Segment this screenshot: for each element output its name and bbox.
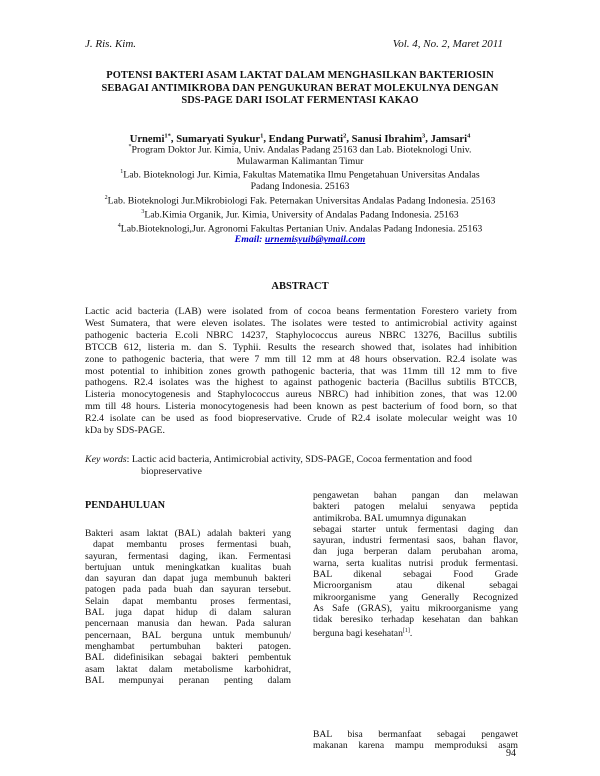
body-line: bakteri patogen melalui senyawa peptida	[313, 501, 518, 513]
title-line: SDS-PAGE DARI ISOLAT FERMENTASI KAKAO	[181, 95, 419, 106]
abstract-line: Listeria monocytogenesis and Staphylococcus aureus NBRC) had inhibition zones, that was 12.00	[85, 389, 517, 401]
abstract-heading: ABSTRACT	[271, 281, 329, 292]
abstract-line: most potential to inhibition zones growth pathogenic bacteria, that was 11mm till 12 mm to five	[85, 365, 517, 377]
abstract-line: pathogenic bacteria E.coli NBRC 14237, Staphylococcus aureus NBRC 13276, Bacillus subtilis	[85, 329, 517, 341]
body-line: pengawetan bahan pangan dan melawan	[313, 490, 518, 501]
author: Urnemi$^{1*}$	[129, 132, 171, 145]
body-line: Microorganism atau dikenal sebagai	[313, 580, 518, 592]
abstract-line: kDa by SDS-PAGE.	[85, 425, 166, 437]
journal-name: J. Ris. Kim.	[85, 38, 137, 50]
abstract-body	[85, 306, 517, 437]
author: Sanusi Ibrahim$^3$	[351, 132, 426, 145]
keywords-text-cont: biopreservative	[141, 466, 202, 477]
section-heading: PENDAHULUAN	[85, 500, 166, 511]
body-line: sayuran, industri fermentasi saos, bahan flavor,	[313, 535, 518, 547]
email-line	[80, 234, 520, 246]
affiliation: *Program Doktor Jur. Kimia, Univ. Andalas Padang 25163 dan Lab. Bioteknologi Univ.	[128, 144, 472, 156]
abstract-line: Lactic acid bacteria (LAB) were isolated from of cocoa beans fermentation Forestero variety from	[85, 306, 517, 317]
body-line: BAL juga dapat hidup di dalam saluran	[85, 607, 291, 619]
body-line: pencernaan, BAL berguna untuk membunuh/	[85, 629, 291, 641]
journal-issue: Vol. 4, No. 2, Maret 2011	[392, 38, 503, 50]
keywords	[85, 454, 517, 478]
body-line: tidak beresiko terhadap kesehatan dan bahkan	[313, 614, 518, 626]
body-line: bertujuan untuk meningkatkan kualitas buah	[85, 561, 291, 573]
keywords-text: : Lactic acid bacteria, Antimicrobial activity, SDS-PAGE, Cocoa fermentation and food	[126, 454, 472, 465]
right-column	[313, 490, 518, 639]
affiliation: $^2$Lab. Bioteknologi Jur.Mikrobiologi Fak. Peternakan Universitas Andalas Padang Indonesia. 25163	[104, 194, 496, 207]
affiliation: $^3$Lab.Kimia Organik, Jur. Kimia, University of Andalas Padang Indonesia. 25163	[141, 208, 459, 221]
title-line: SEBAGAI ANTIMIKROBA DAN PENGUKURAN BERAT MOLEKULNYA DENGAN	[101, 82, 499, 94]
body-line: BAL didefinisikan sebagai bakteri pembentuk	[85, 652, 291, 664]
email-link[interactable]: urnemisyuib@ymail.com	[264, 234, 366, 246]
body-line: BAL dikenal sebagai Food Grade	[313, 569, 518, 581]
body-line: BAL mempunyai peranan penting dalam	[85, 674, 291, 686]
left-column	[85, 528, 291, 686]
body-line: As Safe (GRAS), yaitu mikroorganisme yang	[313, 602, 518, 614]
page-number: 94	[506, 748, 516, 759]
right-column-paragraph-2	[313, 729, 518, 752]
body-line: pencernaan manusia dan hewan. Pada saluran	[85, 618, 291, 630]
body-line: Bakteri asam laktat (BAL) adalah bakteri yang	[85, 528, 291, 539]
body-line: menghambat pertumbuhan bakteri patogen.	[85, 640, 291, 652]
body-line: mikroorganisme yang Generally Recognized	[313, 591, 518, 603]
body-line: makanan karena mampu memproduksi asam	[313, 740, 518, 752]
abstract-line: BTCCB 612, listeria m. dan S. Typhii. Results the research showed that, isolates had inhibition	[85, 341, 517, 353]
email-label: Email:	[234, 234, 263, 246]
affiliation-cont: Padang Indonesia. 25163	[250, 181, 350, 193]
paper-title	[80, 70, 520, 108]
title-line: POTENSI BAKTERI ASAM LAKTAT DALAM MENGHASILKAN BAKTERIOSIN	[106, 70, 494, 81]
body-line: dapat membantu proses fermentasi buah,	[93, 539, 291, 551]
affiliation-cont: Mulawarman Kalimantan Timur	[236, 155, 364, 167]
body-line: patogen pada pada buah dan sayuran tersebut.	[85, 584, 291, 596]
body-line: sebagai starter untuk fermentasi daging dan	[313, 523, 518, 535]
keywords-label: Key words	[85, 454, 127, 465]
body-line: dan sayuran dan dapat juga membunuh bakteri	[85, 573, 291, 585]
abstract-line: mm till 48 hours. Listeria monocytogenesis had been known as pest bacterium of food born, so that	[85, 401, 517, 413]
body-line: asam laktat dalam metabolisme karbohidrat,	[85, 663, 291, 675]
body-line: sayuran, fermentasi daging, ikan. Fermentasi	[85, 550, 291, 562]
body-line: BAL bisa bermanfaat sebagai pengawet	[313, 729, 518, 740]
affiliations	[80, 142, 520, 246]
author-list: Urnemi$^{1*}$, Sumaryati Syukur$^1$, Endang Purwati$^2$, Sanusi Ibrahim$^3$, Jamsari$^4$	[129, 132, 471, 145]
author: Endang Purwati$^2$	[268, 132, 347, 145]
body-line: berguna bagi kesehatan[1].	[313, 627, 413, 639]
author: Sumaryati Syukur$^1$	[176, 132, 264, 145]
abstract-line: R2.4 isolate can be used as food biopreservative. Crude of R2.4 isolate molecular weight was 10	[85, 413, 517, 425]
body-line: warna, serta kualitas nutrisi produk fermentasi.	[313, 557, 518, 569]
body-line: Selain dapat membantu proses fermentasi,	[85, 595, 291, 607]
body-line: dan juga berperan dalam perubahan aroma,	[313, 546, 518, 558]
author: Jamsari$^4$	[430, 132, 471, 145]
affiliation: $^4$Lab.Bioteknologi,Jur. Agronomi Fakultas Pertanian Univ. Andalas Padang Indonesia. 25163	[117, 222, 483, 234]
abstract-line: West Sumatera, that were eleven isolates. The isolates were tested to antimicrobial activity against	[85, 317, 517, 329]
abstract-line: pathogens. R2.4 isolates was the highest to against pathogenic bacteria (Bacillus subtilis BTCCB,	[85, 377, 517, 389]
affiliation: $^1$Lab. Bioteknologi Jur. Kimia, Fakultas Matematika Ilmu Pengetahuan Universitas Andalas	[120, 169, 480, 181]
body-line: antimikroba. BAL umumnya digunakan	[313, 512, 467, 524]
abstract-line: zone to pathogenic bacteria, that were 7 mm till 12 mm at 48 hours observation. R2.4 isolate was	[85, 353, 517, 365]
citation-ref[interactable]: [1]	[402, 627, 410, 634]
